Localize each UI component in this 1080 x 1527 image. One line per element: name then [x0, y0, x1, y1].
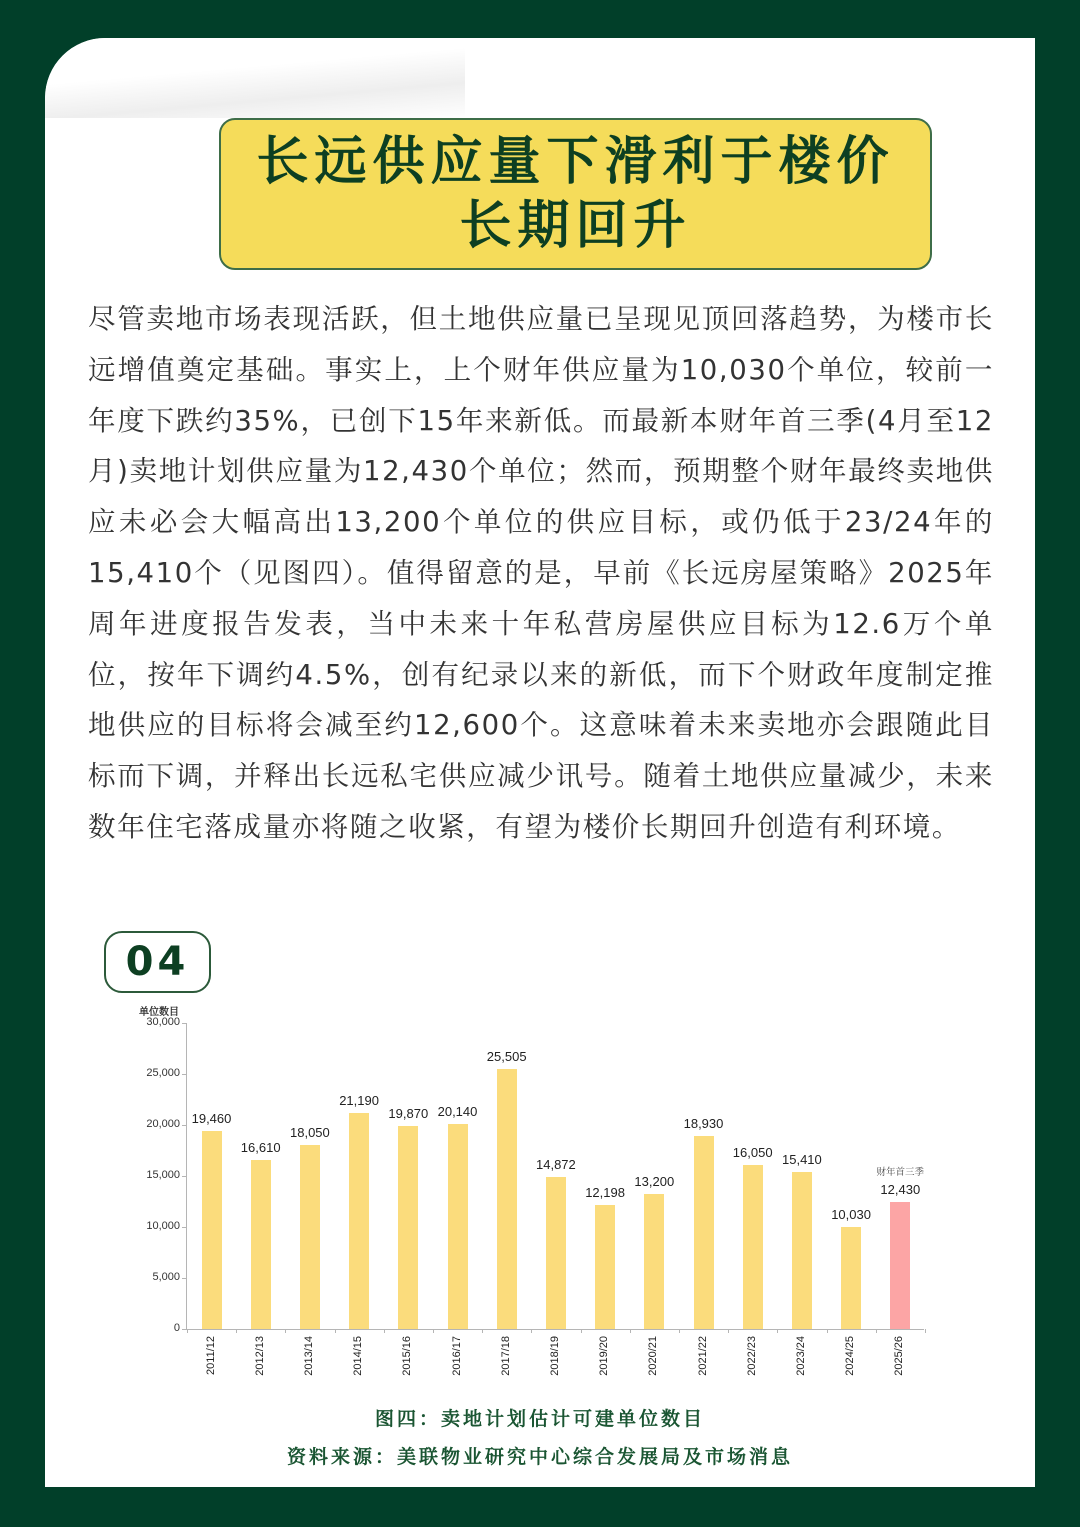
- x-category-label: 2018/19: [548, 1336, 561, 1376]
- x-category-label: 2011/12: [204, 1336, 217, 1375]
- bar-value-label: 18,050: [290, 1124, 330, 1140]
- y-tick-label: 25,000: [146, 1067, 180, 1079]
- x-category-label: 2020/21: [647, 1336, 660, 1376]
- bar-value-label: 20,140: [437, 1103, 478, 1119]
- x-category-label: 2019/20: [598, 1336, 611, 1376]
- y-axis-label: 单位数目: [139, 1007, 179, 1018]
- page-curl-decoration: [45, 38, 465, 118]
- bar-value-label: 18,930: [683, 1115, 724, 1131]
- bar-value-label: 19,460: [191, 1110, 232, 1126]
- x-category-label: 2021/22: [696, 1336, 709, 1376]
- bar-value-label: 21,190: [339, 1092, 379, 1108]
- bar-value-label: 13,200: [634, 1174, 675, 1190]
- y-tick-label: 20,000: [146, 1118, 180, 1130]
- bar-value-label: 16,050: [732, 1145, 773, 1161]
- figure-number-badge: 04: [104, 931, 211, 993]
- y-tick-label: 30,000: [146, 1016, 180, 1028]
- title-line-2: 长期回升: [459, 196, 692, 256]
- bar-value-label: 10,030: [831, 1206, 871, 1222]
- x-category-label: 2013/14: [302, 1336, 315, 1376]
- x-category-label: 2022/23: [745, 1336, 758, 1376]
- y-tick-label: 5,000: [152, 1271, 180, 1283]
- x-category-label: 2015/16: [401, 1336, 414, 1376]
- x-category-label: 2025/26: [893, 1336, 906, 1376]
- bar-value-label: 12,430: [880, 1182, 921, 1198]
- title-line-1: 长远供应量下滑利于楼价: [256, 132, 895, 192]
- x-category-label: 2016/17: [450, 1336, 463, 1376]
- body-paragraph: 尽管卖地市场表现活跃，但土地供应量已呈现见顶回落趋势，为楼市长远增值奠定基础。事实上，上个财年供应量为10,030个单位，较前一年度下跌约35%，已创下15年来新低。而最新本财年首三季(4月至12月)卖地计划供应量为12,430个单位；然而，预期整个财年最终卖地供应未必会大幅高出13,200个单位的供应目标，或仍低于23/24年的15,410个（见图四）。值得留意的是，早前《长远房屋策略》2025年周年进度报告发表，当中未来十年私营房屋供应目标为12.6万个单位，按年下调约4.5%，创有纪录以来的新低，而下个财政年度制定推地供应的目标将会减至约12,600个。这意味着未来卖地亦会跟随此目标而下调，并释出长远私宅供应减少讯号。随着土地供应量减少，未来数年住宅落成量亦将随之收紧，有望为楼价长期回升创造有利环境。: [88, 303, 994, 843]
- x-category-label: 2017/18: [499, 1336, 512, 1376]
- figure-source: 资料来源：美联物业研究中心综合发展局及市场消息: [286, 1446, 793, 1468]
- y-tick-label: 15,000: [146, 1169, 180, 1181]
- bar-value-label: 19,870: [388, 1106, 429, 1122]
- x-category-label: 2012/13: [253, 1336, 266, 1376]
- y-tick-label: 0: [173, 1322, 180, 1334]
- y-tick-label: 10,000: [146, 1220, 180, 1232]
- x-category-label: 2014/15: [352, 1336, 365, 1376]
- title-banner: [219, 118, 932, 270]
- bar-value-label: 15,410: [782, 1151, 822, 1167]
- bar-value-label: 14,872: [536, 1157, 576, 1173]
- figure-caption: 图四：卖地计划估计可建单位数目: [374, 1408, 705, 1430]
- bar-value-label: 16,610: [240, 1139, 281, 1155]
- bar-value-label: 25,505: [486, 1048, 527, 1064]
- bar-value-label: 12,198: [585, 1184, 625, 1200]
- x-category-label: 2023/24: [794, 1336, 807, 1376]
- bar-annotation: 财年首三季: [876, 1167, 925, 1179]
- x-category-label: 2024/25: [844, 1336, 857, 1376]
